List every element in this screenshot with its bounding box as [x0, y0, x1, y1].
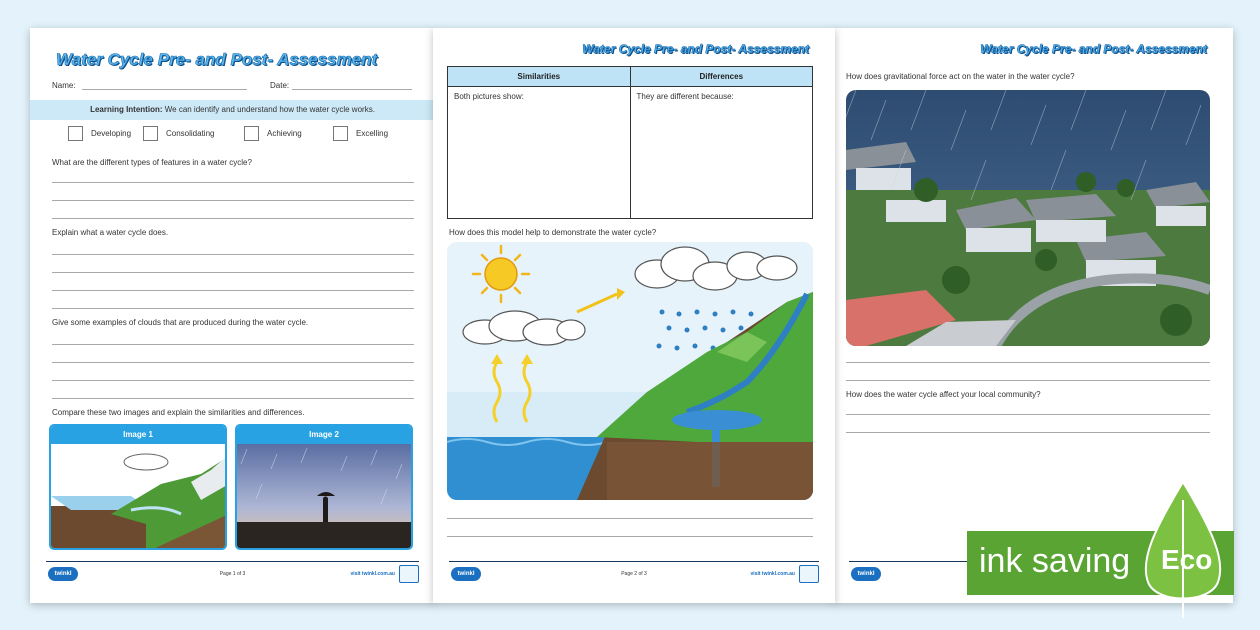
ink-saving-text: ink saving [979, 542, 1131, 580]
page-title: Water Cycle Pre- and Post- Assessment [980, 42, 1207, 56]
level-excelling[interactable] [333, 126, 388, 141]
worksheet-page-1 [30, 28, 435, 603]
page-title: Water Cycle Pre- and Post- Assessment [56, 50, 378, 69]
twinkl-logo[interactable]: twinkl [48, 567, 78, 581]
checkbox[interactable] [244, 126, 259, 141]
differences-prompt: They are different because: [636, 92, 734, 101]
answer-line[interactable] [52, 200, 414, 201]
quality-badge-icon [399, 565, 419, 583]
quality-badge-icon [799, 565, 819, 583]
question-4: Compare these two images and explain the similarities and differences. [52, 408, 305, 417]
answer-line[interactable] [846, 362, 1210, 363]
level-label: Excelling [356, 129, 389, 138]
level-label: Developing [91, 129, 132, 138]
answer-line[interactable] [846, 414, 1210, 415]
answer-line[interactable] [846, 432, 1210, 433]
differences-header: Differences [630, 67, 813, 87]
level-developing[interactable] [68, 126, 131, 141]
answer-line[interactable] [52, 398, 414, 399]
checkbox[interactable] [143, 126, 158, 141]
twinkl-logo[interactable]: twinkl [451, 567, 481, 581]
rainy-suburb-photo [846, 90, 1210, 346]
level-label: Achieving [267, 129, 302, 138]
similarities-cell[interactable] [448, 87, 631, 219]
twinkl-logo[interactable]: twinkl [851, 567, 881, 581]
similarities-header: Similarities [448, 67, 631, 87]
page-footer [449, 561, 819, 587]
date-label: Date: [270, 81, 290, 90]
answer-line[interactable] [52, 344, 414, 345]
answer-line[interactable] [52, 362, 414, 363]
learning-intention-label: Learning Intention: [90, 105, 163, 114]
page-number: Page 2 of 3 [621, 571, 647, 577]
visit-link[interactable]: visit twinkl.com.au [350, 571, 395, 577]
checkbox[interactable] [68, 126, 83, 141]
water-cycle-diagram-thumbnail [51, 444, 227, 550]
question-1: What are the different types of features in a water cycle? [52, 158, 252, 167]
differences-cell[interactable] [630, 87, 813, 219]
eco-badge-text: Eco [1161, 544, 1213, 575]
rain-silhouette-photo [237, 444, 413, 550]
similarities-prompt: Both pictures show: [454, 92, 524, 101]
answer-line[interactable] [52, 182, 414, 183]
answer-line[interactable] [52, 218, 414, 219]
question-community: How does the water cycle affect your local community? [846, 390, 1041, 399]
question-2: Explain what a water cycle does. [52, 228, 169, 237]
page-number: Page 1 of 3 [219, 571, 246, 577]
answer-line[interactable] [846, 380, 1210, 381]
image-1-label: Image 1 [51, 426, 225, 444]
rainy-suburb-illustration [846, 90, 1210, 346]
name-label: Name: [52, 81, 76, 90]
page-footer [46, 561, 419, 587]
answer-line[interactable] [447, 536, 813, 537]
answer-line[interactable] [52, 308, 414, 309]
level-achieving[interactable] [244, 126, 302, 141]
checkbox[interactable] [333, 126, 348, 141]
water-cycle-model-image [447, 242, 813, 500]
worksheet-page-2 [433, 28, 835, 603]
image-2-label: Image 2 [237, 426, 411, 444]
question-3: Give some examples of clouds that are produced during the water cycle. [52, 318, 309, 327]
image-1-card [49, 424, 227, 550]
learning-intention-text: We can identify and understand how the water cycle works. [164, 105, 375, 114]
water-cycle-model-illustration [447, 242, 813, 500]
level-label: Consolidating [166, 129, 215, 138]
answer-line[interactable] [447, 518, 813, 519]
similarities-differences-table [447, 66, 813, 219]
date-field[interactable] [292, 89, 412, 90]
answer-line[interactable] [52, 290, 414, 291]
answer-line[interactable] [52, 380, 414, 381]
learning-intention [30, 100, 435, 120]
answer-line[interactable] [52, 272, 414, 273]
level-consolidating[interactable] [143, 126, 214, 141]
image-2-card [235, 424, 413, 550]
page-title: Water Cycle Pre- and Post- Assessment [582, 42, 809, 56]
model-question: How does this model help to demonstrate the water cycle? [449, 228, 657, 237]
question-gravity: How does gravitational force act on the water in the water cycle? [846, 72, 1075, 81]
name-field[interactable] [82, 89, 247, 90]
visit-link[interactable]: visit twinkl.com.au [750, 571, 795, 577]
answer-line[interactable] [52, 254, 414, 255]
